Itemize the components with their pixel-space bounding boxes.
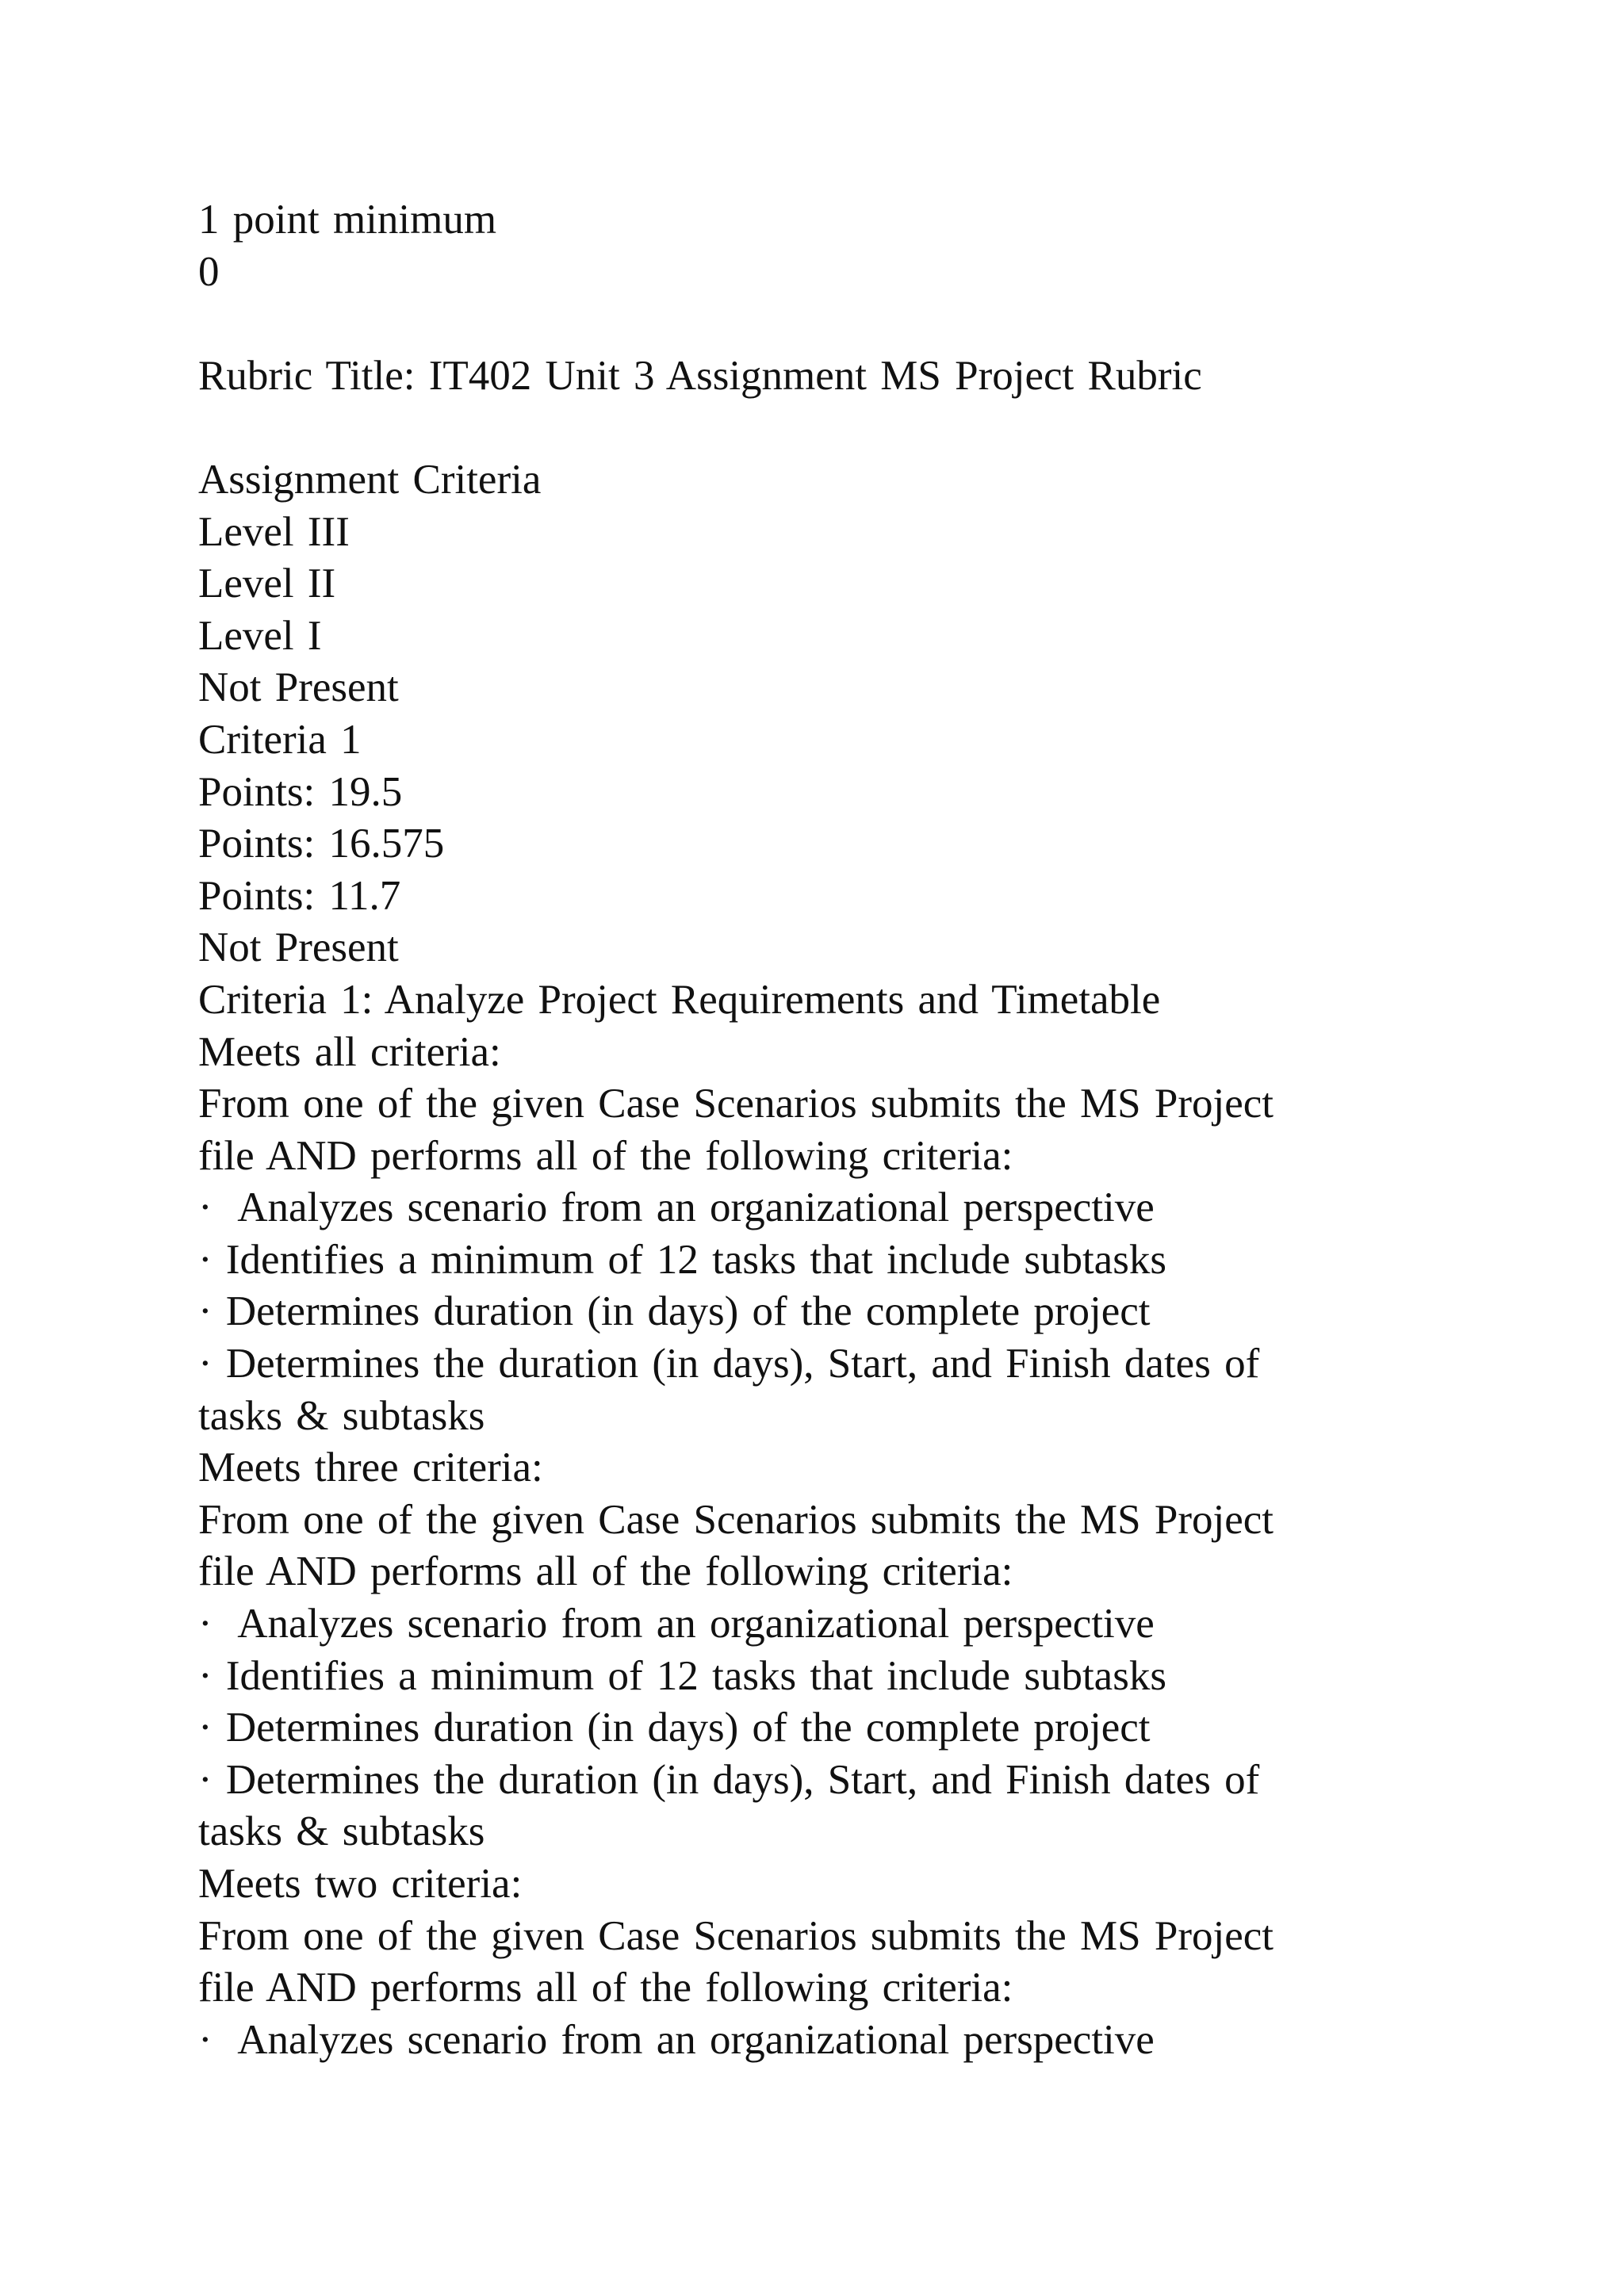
header-level-3: Level III — [198, 508, 350, 555]
criteria-bullet: · Analyzes scenario from an organizational perspective — [198, 1601, 1155, 1647]
level-heading: Meets all criteria: — [198, 1028, 501, 1075]
criteria-bullet: · Identifies a minimum of 12 tasks that include subtasks — [198, 1236, 1166, 1283]
header-not-present: Not Present — [198, 664, 399, 711]
zero-value-text: 0 — [198, 248, 220, 295]
level-intro-line: From one of the given Case Scenarios submits the MS Project — [198, 1912, 1274, 1959]
blank-line — [198, 402, 1435, 454]
points-not-present: Not Present — [198, 924, 399, 971]
criteria-bullet: · Analyzes scenario from an organizational perspective — [198, 2016, 1155, 2063]
criteria-bullet: · Determines duration (in days) of the complete project — [198, 1288, 1151, 1335]
criteria-bullet-continued: tasks & subtasks — [198, 1808, 485, 1855]
header-level-2: Level II — [198, 561, 336, 607]
header-assignment-criteria: Assignment Criteria — [198, 456, 542, 503]
criteria-bullet: · Determines the duration (in days), Start, and Finish dates of — [198, 1756, 1260, 1803]
header-level-1: Level I — [198, 612, 322, 659]
level-intro-line: file AND performs all of the following criteria: — [198, 1548, 1013, 1595]
criteria-1-label: Criteria 1 — [198, 716, 362, 763]
points-level-2: Points: 16.575 — [198, 821, 445, 867]
criteria-bullet: · Determines the duration (in days), Start, and Finish dates of — [198, 1341, 1260, 1387]
rubric-title: Rubric Title: IT402 Unit 3 Assignment MS Project Rubric — [198, 352, 1202, 399]
criteria-1-title: Criteria 1: Analyze Project Requirements and Timetable — [198, 976, 1161, 1023]
criteria-bullet: · Identifies a minimum of 12 tasks that include subtasks — [198, 1652, 1166, 1699]
points-level-1: Points: 11.7 — [198, 872, 401, 919]
criteria-bullet-continued: tasks & subtasks — [198, 1392, 485, 1439]
level-heading: Meets two criteria: — [198, 1861, 523, 1907]
level-intro-line: From one of the given Case Scenarios submits the MS Project — [198, 1081, 1274, 1127]
points-level-3: Points: 19.5 — [198, 768, 403, 815]
level-intro-line: file AND performs all of the following criteria: — [198, 1965, 1013, 2011]
level-intro-line: file AND performs all of the following criteria: — [198, 1132, 1013, 1179]
document-body — [198, 194, 1435, 2066]
points-minimum-text: 1 point minimum — [198, 197, 497, 243]
level-heading: Meets three criteria: — [198, 1445, 543, 1491]
criteria-bullet: · Determines duration (in days) of the complete project — [198, 1705, 1151, 1751]
criteria-bullet: · Analyzes scenario from an organizational perspective — [198, 1184, 1155, 1231]
level-intro-line: From one of the given Case Scenarios submits the MS Project — [198, 1496, 1274, 1543]
blank-line — [198, 298, 1435, 350]
